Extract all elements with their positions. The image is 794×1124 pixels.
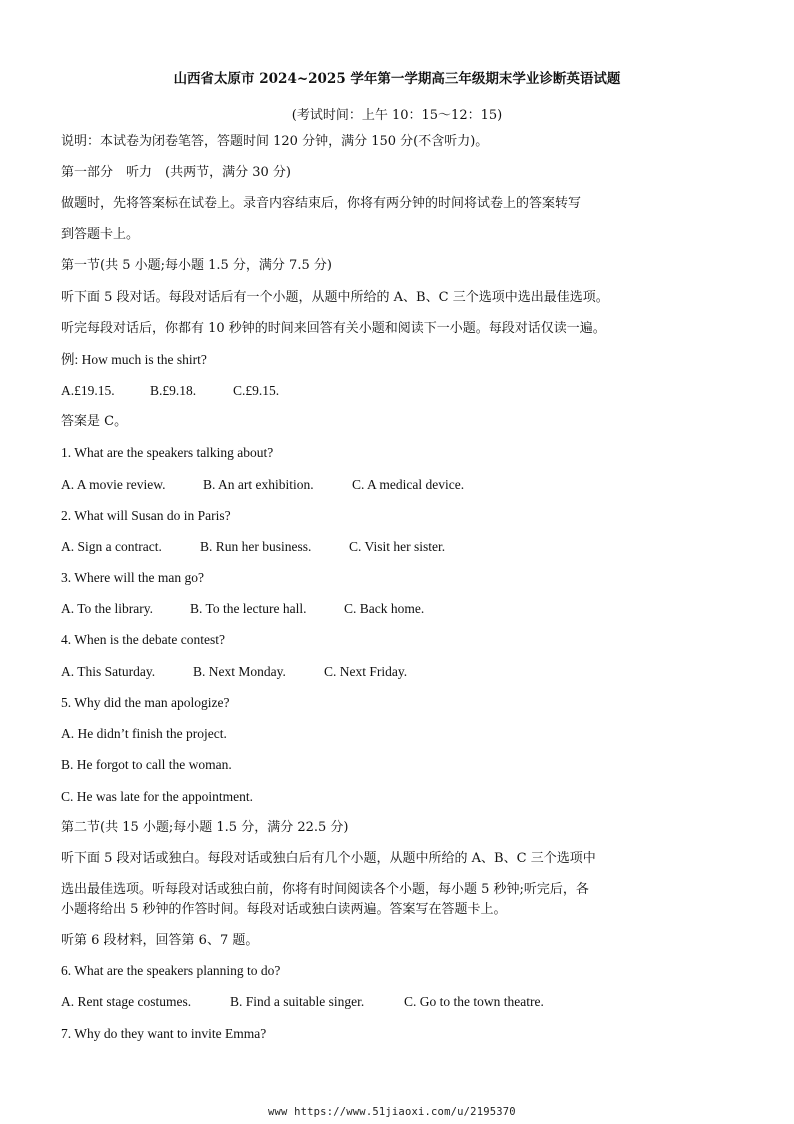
question-6: 6. What are the speakers planning to do?	[61, 963, 281, 978]
question-1: 1. What are the speakers talking about?	[61, 445, 274, 460]
question-4-option-c: C. Next Friday.	[324, 664, 408, 679]
section2-instruction-line2: 选出最佳选项。听每段对话或独白前，你将有时间阅读各个小题，每小题 5 秒钟;听完后，各	[61, 882, 589, 897]
question-6-option-c: C. Go to the town theatre.	[404, 994, 544, 1009]
question-3-option-a: A. To the library.	[61, 601, 154, 616]
example-answer: 答案是 C。	[61, 414, 128, 429]
exam-note: 说明：本试卷为闭卷笔答，答题时间 120 分钟，满分 150 分(不含听力)。	[61, 134, 489, 149]
question-3-option-c: C. Back home.	[344, 601, 425, 616]
question-4-option-a: A. This Saturday.	[61, 664, 156, 679]
question-6-option-a: A. Rent stage costumes.	[61, 994, 192, 1009]
question-2-option-a: A. Sign a contract.	[61, 539, 162, 554]
question-5-option-c: C. He was late for the appointment.	[61, 789, 253, 804]
question-1-option-c: C. A medical device.	[352, 477, 465, 492]
part1-instruction-line2: 到答题卡上。	[61, 227, 140, 242]
exam-time: (考试时间：上午 10：15～12：15)	[291, 108, 503, 123]
question-4-option-b: B. Next Monday.	[193, 664, 286, 679]
question-6-option-b: B. Find a suitable singer.	[230, 994, 365, 1009]
example-option-c: C.£9.15.	[233, 383, 280, 398]
part1-heading: 第一部分 听力 (共两节，满分 30 分)	[61, 165, 291, 180]
question-2: 2. What will Susan do in Paris?	[61, 508, 231, 523]
section2-instruction-line1: 听下面 5 段对话或独白。每段对话或独白后有几个小题，从题中所给的 A、B、C 三个选项中	[61, 851, 596, 866]
example-question: 例: How much is the shirt?	[61, 352, 207, 367]
question-2-option-b: B. Run her business.	[200, 539, 312, 554]
question-4: 4. When is the debate contest?	[61, 632, 225, 647]
section1-instruction-line1: 听下面 5 段对话。每段对话后有一个小题，从题中所给的 A、B、C 三个选项中选出最佳选项。	[61, 290, 609, 305]
section2-heading: 第二节(共 15 小题;每小题 1.5 分，满分 22.5 分)	[61, 820, 349, 835]
question-5: 5. Why did the man apologize?	[61, 695, 230, 710]
question-1-option-b: B. An art exhibition.	[203, 477, 314, 492]
question-3: 3. Where will the man go?	[61, 570, 204, 585]
question-5-option-b: B. He forgot to call the woman.	[61, 757, 232, 772]
footer-url: www https://www.51jiaoxi.com/u/2195370	[268, 1106, 516, 1118]
question-3-option-b: B. To the lecture hall.	[190, 601, 307, 616]
question-7: 7. Why do they want to invite Emma?	[61, 1026, 267, 1041]
example-option-a: A.£19.15.	[61, 383, 115, 398]
example-option-b: B.£9.18.	[150, 383, 197, 398]
section2-instruction-line3: 小题将给出 5 秒钟的作答时间。每段对话或独白读两遍。答案写在答题卡上。	[61, 902, 507, 917]
section1-instruction-line2: 听完每段对话后，你都有 10 秒钟的时间来回答有关小题和阅读下一小题。每段对话仅读一遍。	[61, 321, 606, 336]
material-6-heading: 听第 6 段材料，回答第 6、7 题。	[61, 933, 259, 948]
question-1-option-a: A. A movie review.	[61, 477, 166, 492]
question-5-option-a: A. He didn’t finish the project.	[61, 726, 227, 741]
section1-heading: 第一节(共 5 小题;每小题 1.5 分，满分 7.5 分)	[61, 258, 332, 273]
exam-title: 山西省太原市 2024~2025 学年第一学期高三年级期末学业诊断英语试题	[173, 71, 621, 87]
question-2-option-c: C. Visit her sister.	[349, 539, 446, 554]
part1-instruction-line1: 做题时，先将答案标在试卷上。录音内容结束后，你将有两分钟的时间将试卷上的答案转写	[61, 196, 582, 211]
